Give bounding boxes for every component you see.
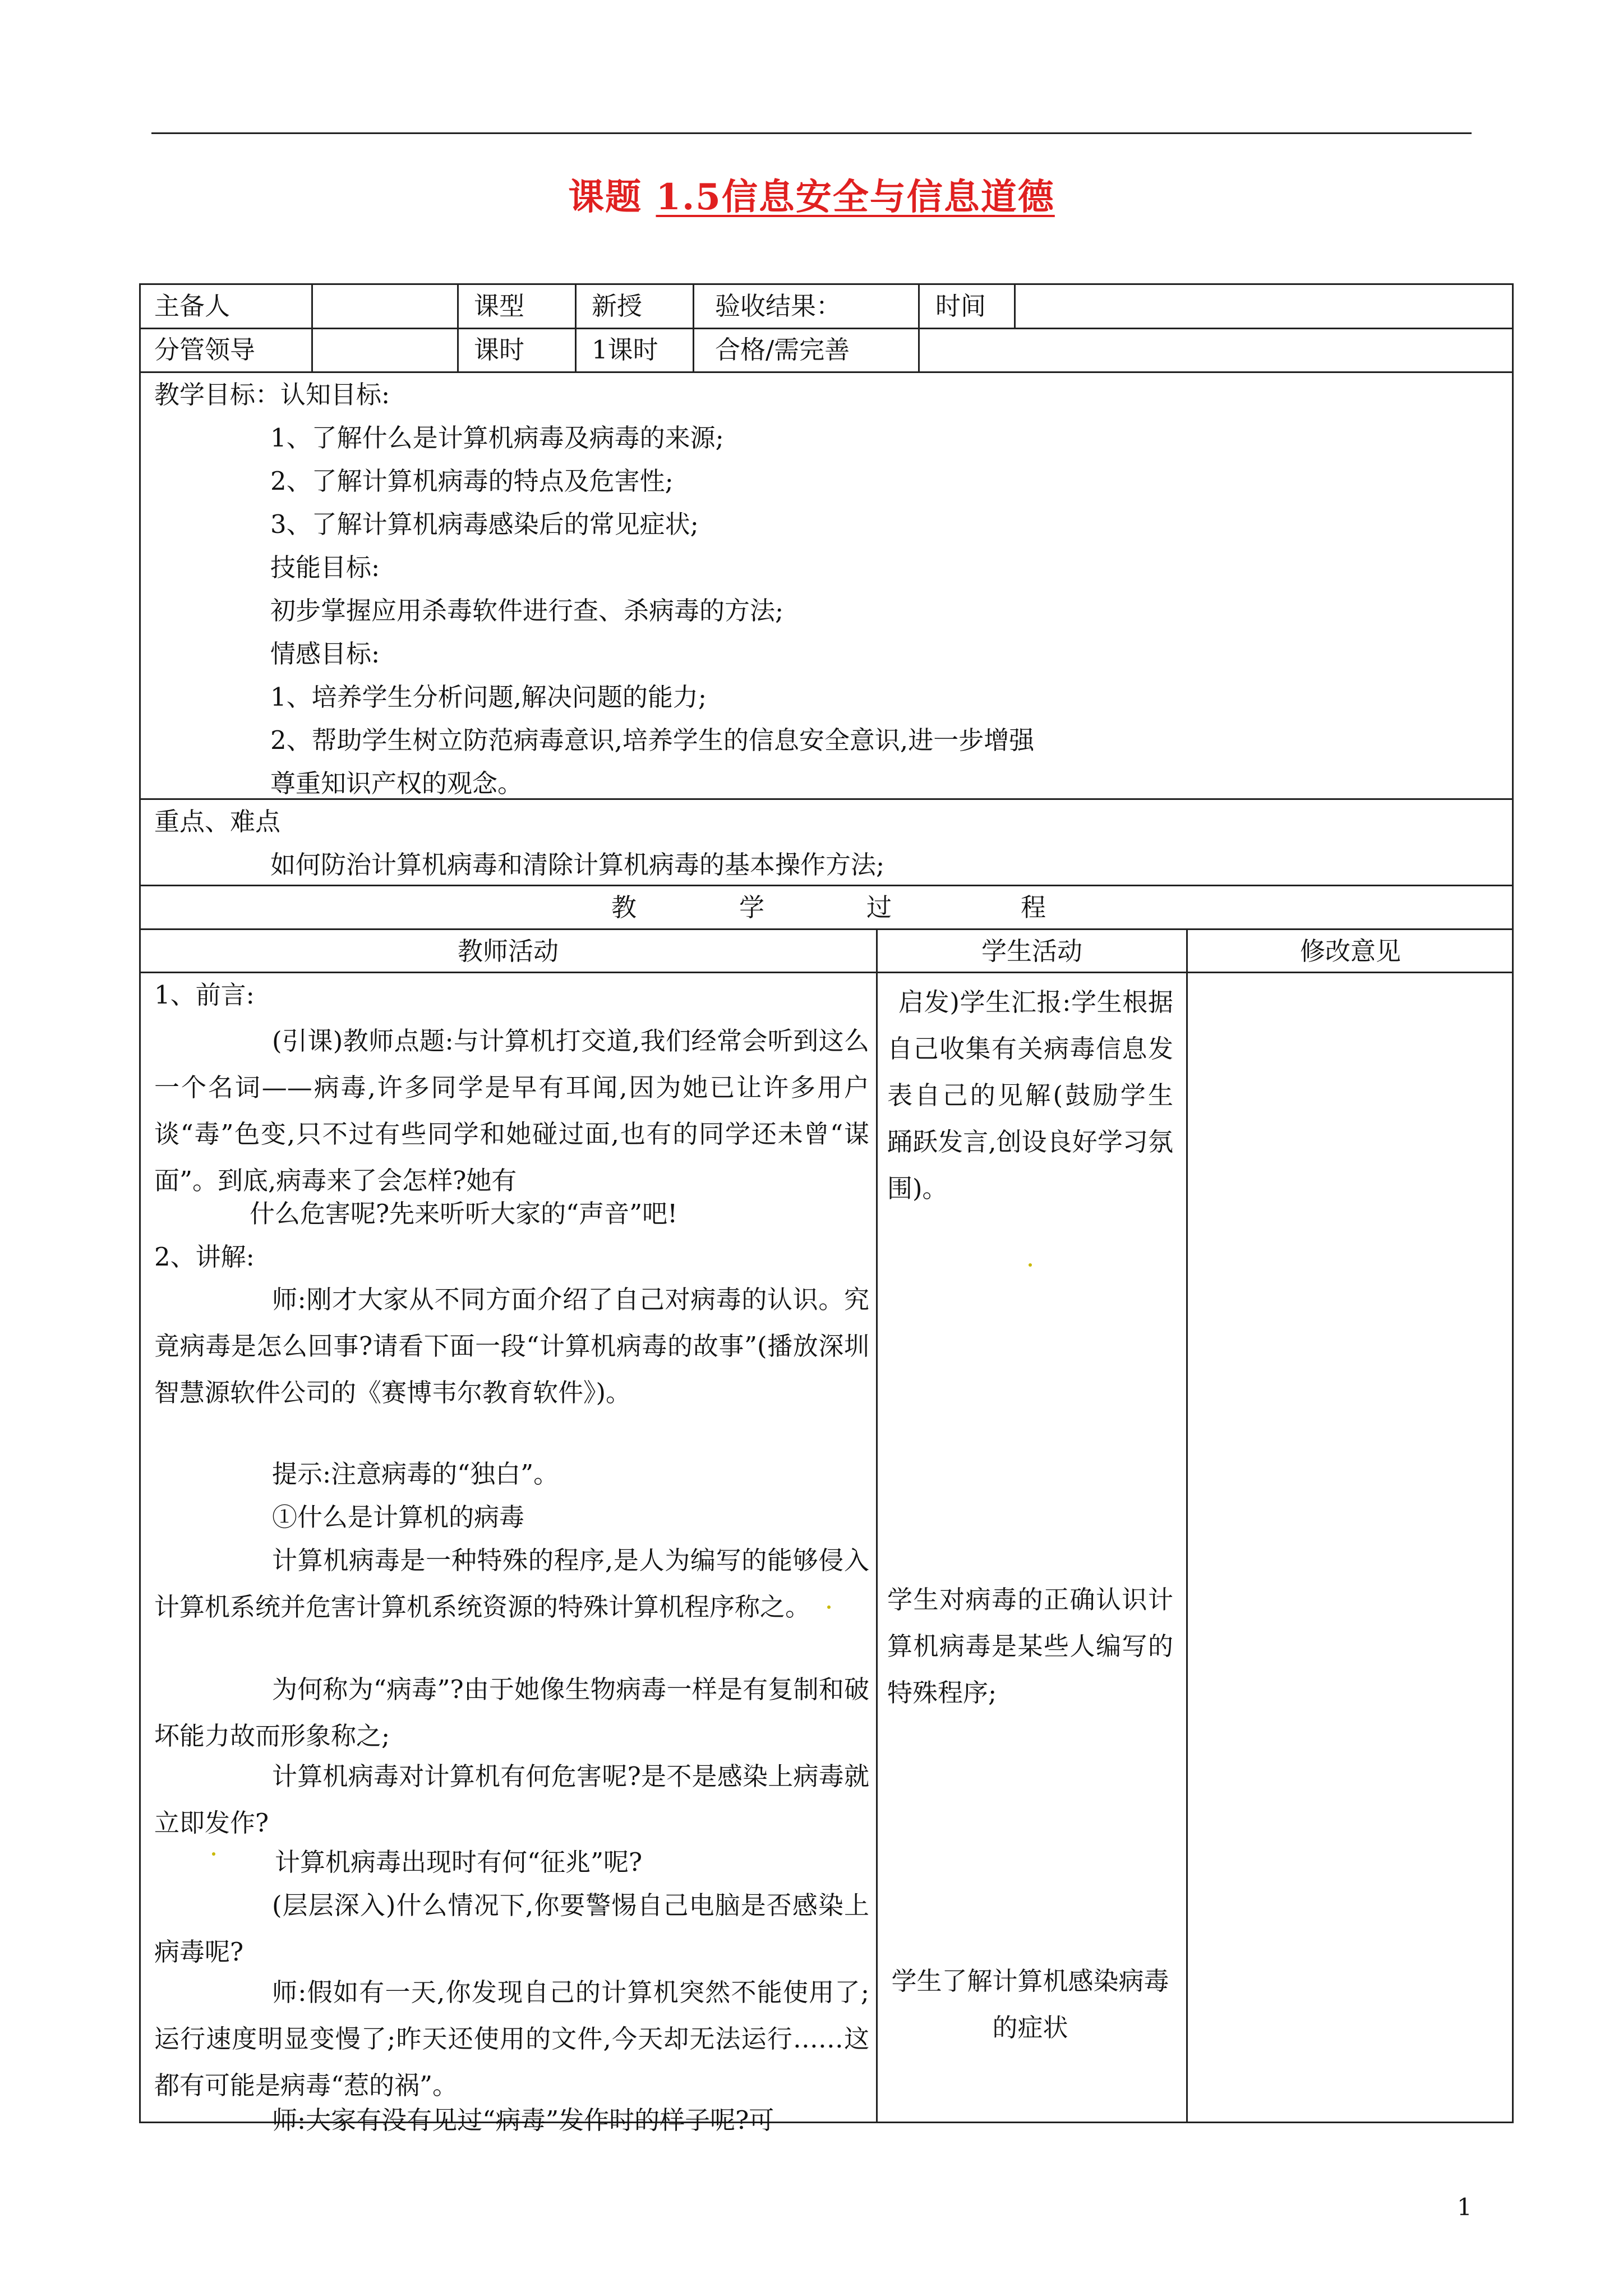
rule-keypoints (139, 885, 1514, 886)
lesson-hours-value: 1课时 (592, 335, 658, 365)
process-heading-char: 教 (611, 892, 637, 922)
process-heading-char: 程 (1021, 892, 1046, 922)
time-label: 时间 (935, 291, 986, 321)
header-rule (151, 132, 1472, 134)
process-heading-char: 过 (866, 892, 892, 922)
cognitive-objective: 2、了解计算机病毒的特点及危害性; (270, 466, 674, 496)
cognitive-objective: 3、了解计算机病毒感染后的常见症状; (270, 509, 699, 539)
student-activity-3: 学生了解计算机感染病毒的症状 (891, 1966, 1169, 2042)
col-header-student: 学生活动 (981, 936, 1082, 966)
title-main: 1.5信息安全与信息道德 (656, 176, 1055, 218)
page-number: 1 (1457, 2193, 1472, 2221)
intro-heading: 1、前言: (154, 980, 255, 1010)
lesson-type-label: 课型 (474, 291, 525, 321)
intro-last-line: 什么危害呢?先来听听大家的“声音”吧! (250, 1199, 678, 1228)
preparer-label: 主备人 (154, 291, 230, 321)
skill-heading: 技能目标: (270, 553, 380, 582)
emotion-heading: 情感目标: (270, 639, 380, 669)
student-activity-1: 启发)学生汇报:学生根据自己收集有关病毒信息发表自己的见解(鼓励学生踊跃发言,创设良好学习氛围)。 (887, 987, 1173, 1203)
why-paragraph: 为何称为“病毒”?由于她像生物病毒一样是有复制和破坏能力故而形象称之; (154, 1674, 869, 1751)
keypoints-text: 如何防治计算机病毒和清除计算机病毒的基本操作方法; (270, 850, 885, 880)
rule-row1 (139, 328, 1514, 329)
question-line: ①什么是计算机的病毒 (272, 1502, 525, 1532)
emotion-objective: 2、帮助学生树立防范病毒意识,培养学生的信息安全意识,进一步增强 (270, 725, 1035, 755)
scan-speck (827, 1605, 831, 1609)
student-activity-2: 学生对病毒的正确认识计算机病毒是某些人编写的特殊程序; (887, 1585, 1173, 1708)
col-header-notes: 修改意见 (1299, 936, 1401, 966)
col-rule-4 (693, 283, 694, 371)
lesson-hours-label: 课时 (474, 335, 525, 365)
page-title (0, 168, 1623, 220)
last-line: 师:大家有没有见过“病毒”发作时的样子呢?可 (272, 2105, 774, 2135)
definition-paragraph: 计算机病毒是一种特殊的程序,是人为编写的能够侵入计算机系统并危害计算机系统资源的特殊计算机程序称之。 (154, 1545, 869, 1622)
keypoints-heading: 重点、难点 (154, 807, 281, 836)
col-header-teacher: 教师活动 (457, 936, 559, 966)
lecture-paragraph: 师:刚才大家从不同方面介绍了自己对病毒的认识。究竟病毒是怎么回事?请看下面一段“计算机病毒的故事”(播放深圳智慧源软件公司的《赛博韦尔教育软件》)。 (154, 1285, 869, 1407)
rule-row2 (139, 371, 1514, 373)
col-rule-1 (311, 283, 313, 371)
lecture-heading: 2、讲解: (154, 1242, 255, 1272)
intro-paragraph: (引课)教师点题:与计算机打交道,我们经常会听到这么一个名词——病毒,许多同学是早有耳闻,因为她已让许多用户谈“毒”色变,只不过有些同学和她碰过面,也有的同学还未曾“谋面”。到底,病毒来了会怎样?她有 (154, 1026, 869, 1195)
check-result-value: 合格/需完善 (715, 335, 850, 365)
scan-speck (212, 1852, 215, 1856)
harm-paragraph: 计算机病毒对计算机有何危害呢?是不是感染上病毒就立即发作? (154, 1761, 869, 1838)
objectives-heading: 教学目标：认知目标: (154, 380, 390, 409)
leader-label: 分管领导 (154, 335, 256, 365)
col-rule-6 (1014, 283, 1016, 328)
title-prefix: 课题 (568, 176, 643, 218)
check-result-label: 验收结果： (715, 291, 842, 321)
emotion-objective: 1、培养学生分析问题,解决问题的能力; (270, 682, 707, 712)
cognitive-objective: 1、了解什么是计算机病毒及病毒的来源; (270, 423, 724, 453)
emotion-objective: 尊重知识产权的观念。 (270, 769, 523, 798)
col-rule-student (1186, 928, 1188, 2123)
col-rule-2 (457, 283, 459, 371)
skill-objective: 初步掌握应用杀毒软件进行查、杀病毒的方法; (270, 596, 784, 625)
lesson-type-value: 新授 (592, 291, 643, 321)
col-rule-5 (918, 283, 920, 371)
scan-speck (1029, 1263, 1032, 1267)
rule-columns (139, 972, 1514, 973)
col-rule-3 (575, 283, 577, 371)
process-heading-char: 学 (739, 892, 765, 922)
col-rule-teacher (876, 928, 878, 2123)
tip-line: 提示:注意病毒的“独白”。 (272, 1459, 559, 1489)
deep-paragraph: (层层深入)什么情况下,你要警惕自己电脑是否感染上病毒呢? (154, 1890, 869, 1967)
teacher-example-paragraph: 师:假如有一天,你发现自己的计算机突然不能使用了;运行速度明显变慢了;昨天还使用的文件,今天却无法运行……这都有可能是病毒“惹的祸”。 (154, 1977, 869, 2100)
sign-line: 计算机病毒出现时有何“征兆”呢? (275, 1847, 643, 1877)
rule-process (139, 928, 1514, 930)
